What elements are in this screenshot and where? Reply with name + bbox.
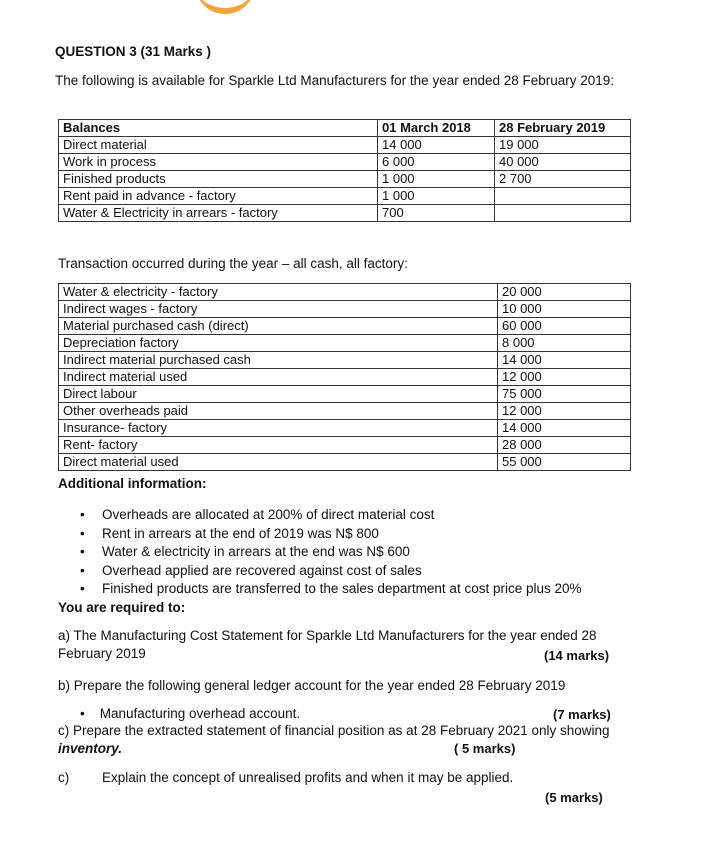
table-row	[59, 369, 631, 386]
row-label: Indirect material used	[59, 369, 498, 386]
additional-info-title: Additional information:	[58, 476, 207, 491]
table-row	[59, 137, 631, 154]
cell-value: 55 000	[498, 454, 631, 471]
row-label: Rent- factory	[59, 437, 498, 454]
part-a-line1: a) The Manufacturing Cost Statement for Sparkle Ltd Manufacturers for the year ended 28	[58, 628, 597, 643]
part-c1-line1: c) Prepare the extracted statement of financial position as at 28 February 2021 only showing	[58, 723, 610, 738]
cell-value: 28 000	[498, 437, 631, 454]
cell-value: 12 000	[498, 403, 631, 420]
table-header-row	[59, 120, 631, 137]
part-b-line: b) Prepare the following general ledger account for the year ended 28 February 2019	[58, 678, 566, 693]
table-row	[59, 154, 631, 171]
header-cell: 01 March 2018	[378, 120, 495, 137]
row-label: Direct material used	[59, 454, 498, 471]
table-row	[59, 284, 631, 301]
logo-fragment	[195, 0, 255, 14]
transactions-intro: Transaction occurred during the year – all cash, all factory:	[58, 256, 408, 271]
cell-value: 14 000	[498, 420, 631, 437]
table-row	[59, 335, 631, 352]
table-row	[59, 420, 631, 437]
question-intro: The following is available for Sparkle Ltd Manufacturers for the year ended 28 February 2019:	[55, 73, 615, 88]
cell-value: 12 000	[498, 369, 631, 386]
row-label: Indirect material purchased cash	[59, 352, 498, 369]
part-c1-marks: ( 5 marks)	[454, 741, 516, 756]
part-b-marks: (7 marks)	[553, 707, 611, 722]
additional-info-list	[80, 506, 582, 599]
row-label: Direct material	[59, 137, 378, 154]
row-label: Insurance- factory	[59, 420, 498, 437]
cell-value: 8 000	[498, 335, 631, 352]
cell-value: 6 000	[378, 154, 495, 171]
cell-value: 10 000	[498, 301, 631, 318]
cell-value: 19 000	[495, 137, 631, 154]
row-label: Finished products	[59, 171, 378, 188]
list-item: • Rent in arrears at the end of 2019 was N$ 800	[80, 525, 582, 544]
part-b-bullet	[80, 706, 300, 721]
list-item: • Water & electricity in arrears at the end was N$ 600	[80, 543, 582, 562]
row-label: Water & electricity - factory	[59, 284, 498, 301]
table-row	[59, 301, 631, 318]
table-row	[59, 171, 631, 188]
bullet-icon: •	[80, 706, 85, 721]
row-label: Water & Electricity in arrears - factory	[59, 205, 378, 222]
part-c2-marks: (5 marks)	[545, 790, 603, 805]
row-label: Direct labour	[59, 386, 498, 403]
row-label: Material purchased cash (direct)	[59, 318, 498, 335]
cell-value: 700	[378, 205, 495, 222]
part-c2-label: c)	[58, 770, 70, 785]
row-label: Depreciation factory	[59, 335, 498, 352]
cell-value: 1 000	[378, 171, 495, 188]
part-c2-text: Explain the concept of unrealised profits and when it may be applied.	[102, 770, 514, 785]
list-item: • Overheads are allocated at 200% of direct material cost	[80, 506, 582, 525]
cell-value: 60 000	[498, 318, 631, 335]
transactions-table	[58, 283, 631, 471]
row-label: Indirect wages - factory	[59, 301, 498, 318]
table-row	[59, 205, 631, 222]
list-item: • Finished products are transferred to the sales department at cost price plus 20%	[80, 580, 582, 599]
cell-value: 40 000	[495, 154, 631, 171]
cell-value: 20 000	[498, 284, 631, 301]
table-row	[59, 403, 631, 420]
list-item: • Overhead applied are recovered against cost of sales	[80, 562, 582, 581]
table-row	[59, 352, 631, 369]
cell-value	[495, 188, 631, 205]
part-a-marks: (14 marks)	[544, 648, 610, 663]
part-a-line2: February 2019	[58, 646, 146, 661]
row-label: Other overheads paid	[59, 403, 498, 420]
cell-value: 1 000	[378, 188, 495, 205]
header-cell: Balances	[59, 120, 378, 137]
table-row	[59, 188, 631, 205]
table-row	[59, 386, 631, 403]
table-row	[59, 454, 631, 471]
cell-value: 2 700	[495, 171, 631, 188]
cell-value: 14 000	[498, 352, 631, 369]
balances-table	[58, 119, 631, 222]
cell-value: 14 000	[378, 137, 495, 154]
cell-value	[495, 205, 631, 222]
row-label: Rent paid in advance - factory	[59, 188, 378, 205]
table-row	[59, 437, 631, 454]
question-title: QUESTION 3 (31 Marks )	[55, 44, 212, 59]
part-b-bullet-text: Manufacturing overhead account.	[99, 706, 301, 721]
cell-value: 75 000	[498, 386, 631, 403]
row-label: Work in process	[59, 154, 378, 171]
header-cell: 28 February 2019	[495, 120, 631, 137]
required-title: You are required to:	[58, 600, 186, 615]
table-row	[59, 318, 631, 335]
part-c1-line2: inventory.	[58, 741, 123, 756]
